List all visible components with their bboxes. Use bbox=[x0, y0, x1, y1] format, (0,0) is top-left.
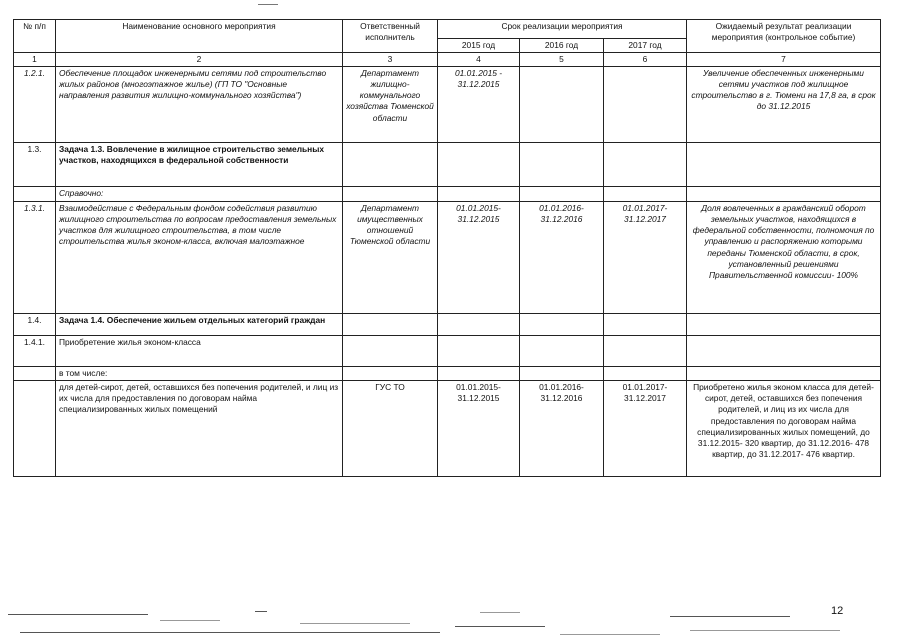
header-row bbox=[14, 20, 881, 39]
row-period-2017: 01.01.2017-31.12.2017 bbox=[604, 381, 687, 477]
column-numbers-row bbox=[14, 53, 881, 67]
row-num: 1.4. bbox=[14, 314, 56, 336]
row-executor: Департамент жилищно-коммунального хозяйства Тюменской области bbox=[343, 67, 438, 143]
column-number: 3 bbox=[343, 53, 438, 67]
row-name: Обеспечение площадок инженерными сетями под строительство жилых районов (многоэтажное жилье) (ГП ТО "Основные направления развития жилищно-коммунального хозяйства") bbox=[56, 67, 343, 143]
row-num: 1.3. bbox=[14, 143, 56, 187]
row-period-2017 bbox=[604, 67, 687, 143]
column-number: 1 bbox=[14, 53, 56, 67]
row-name: для детей-сирот, детей, оставшихся без попечения родителей, и лиц из их числа для предоставления по договорам найма специализированных жилых помещений bbox=[56, 381, 343, 477]
table-row bbox=[14, 381, 881, 477]
column-number: 5 bbox=[520, 53, 604, 67]
row-executor: Департамент имущественных отношений Тюменской области bbox=[343, 202, 438, 314]
row-period-2015: 01.01.2015 - 31.12.2015 bbox=[438, 67, 520, 143]
table-row bbox=[14, 202, 881, 314]
header-num: № п/п bbox=[14, 20, 56, 53]
header-result: Ожидаемый результат реализации мероприятия (контрольное событие) bbox=[687, 20, 881, 53]
row-period-2015: 01.01.2015-31.12.2015 bbox=[438, 202, 520, 314]
row-name: в том числе: bbox=[56, 367, 343, 381]
row-num: 1.2.1. bbox=[14, 67, 56, 143]
column-number: 6 bbox=[604, 53, 687, 67]
table-row bbox=[14, 187, 881, 202]
table-row bbox=[14, 336, 881, 367]
row-name: Взаимодействие с Федеральным фондом содействия развитию жилищного строительства по вопросам предоставления земельных участков для жилищного строительства, в том числе строительства жилья эконом-класса, включая малоэтажное bbox=[56, 202, 343, 314]
row-name: Справочно: bbox=[56, 187, 343, 202]
column-number: 2 bbox=[56, 53, 343, 67]
header-2016: 2016 год bbox=[520, 39, 604, 53]
row-name: Задача 1.4. Обеспечение жильем отдельных категорий граждан bbox=[56, 314, 343, 336]
row-period-2016: 01.01.2016-31.12.2016 bbox=[520, 381, 604, 477]
measures-table bbox=[13, 19, 881, 477]
row-name: Задача 1.3. Вовлечение в жилищное строительство земельных участков, находящихся в федеральной собственности bbox=[56, 143, 343, 187]
page-number: 12 bbox=[831, 605, 844, 617]
table-row bbox=[14, 143, 881, 187]
column-number: 7 bbox=[687, 53, 881, 67]
table-row bbox=[14, 67, 881, 143]
column-number: 4 bbox=[438, 53, 520, 67]
header-executor: Ответственный исполнитель bbox=[343, 20, 438, 53]
header-name: Наименование основного мероприятия bbox=[56, 20, 343, 53]
row-result: Приобретено жилья эконом класса для детей-сирот, детей, оставшихся без попечения родителей, и лиц из их числа для предоставления по договорам найма специализированных жилых помещений, до 31.12.2015- 320 квартир, до 31.12.2016- 478 квартир, до 31.12.2017- 476 квартир. bbox=[687, 381, 881, 477]
header-period: Срок реализации мероприятия bbox=[438, 20, 687, 39]
row-period-2016 bbox=[520, 67, 604, 143]
row-name: Приобретение жилья эконом-класса bbox=[56, 336, 343, 367]
row-result: Доля вовлеченных в гражданский оборот земельных участков, находящихся в федеральной собственности, полномочия по управлению и распоряжению которыми переданы Тюменской области, в срок, установленный решениями Правительственной комиссии- 100% bbox=[687, 202, 881, 314]
scan-mark bbox=[258, 4, 278, 5]
row-result: Увеличение обеспеченных инженерными сетями участков под жилищное строительство в г. Тюмени на 17,8 га, в срок до 31.12.2015 bbox=[687, 67, 881, 143]
row-num: 1.4.1. bbox=[14, 336, 56, 367]
row-period-2017: 01.01.2017-31.12.2017 bbox=[604, 202, 687, 314]
row-period-2016: 01.01.2016-31.12.2016 bbox=[520, 202, 604, 314]
row-period-2015: 01.01.2015-31.12.2015 bbox=[438, 381, 520, 477]
header-2017: 2017 год bbox=[604, 39, 687, 53]
table-row bbox=[14, 367, 881, 381]
header-2015: 2015 год bbox=[438, 39, 520, 53]
row-executor: ГУС ТО bbox=[343, 381, 438, 477]
table-row bbox=[14, 314, 881, 336]
row-num: 1.3.1. bbox=[14, 202, 56, 314]
